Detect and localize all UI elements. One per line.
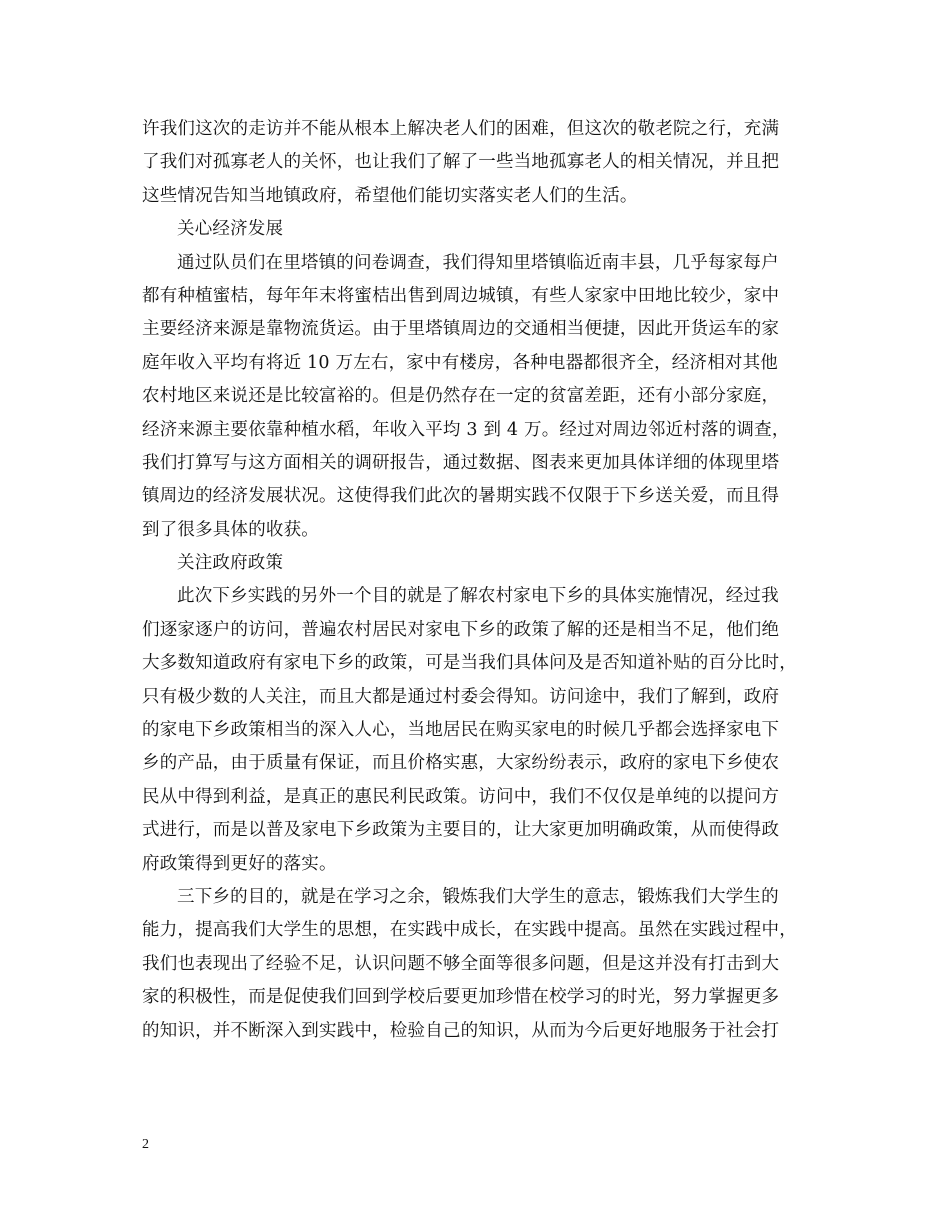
text-line: 都有种植蜜桔，每年年末将蜜桔出售到周边城镇，有些人家家中田地比较少，家中	[142, 285, 780, 306]
text-line: 乡的产品，由于质量有保证，而且价格实惠，大家纷纷表示，政府的家电下乡使农	[142, 753, 780, 774]
document-body	[142, 113, 812, 1048]
text-line: 庭年收入平均有将近 10 万左右，家中有楼房，各种电器都很齐全，经济相对其他	[142, 352, 778, 373]
text-line: 三下乡的目的，就是在学习之余，锻炼我们大学生的意志，锻炼我们大学生的	[177, 886, 779, 907]
text-line: 经济来源主要依靠种植水稻，年收入平均 3 到 4 万。经过对周边邻近村落的调查，	[142, 419, 790, 440]
text-line: 主要经济来源是靠物流货运。由于里塔镇周边的交通相当便捷，因此开货运车的家	[142, 319, 780, 340]
text-line: 镇周边的经济发展状况。这使得我们此次的暑期实践不仅限于下乡送关爱，而且得	[142, 486, 780, 507]
text-line: 只有极少数的人关注，而且大都是通过村委会得知。访问途中，我们了解到，政府	[142, 686, 780, 707]
text-line: 了我们对孤寡老人的关怀，也让我们了解了一些当地孤寡老人的相关情况，并且把	[142, 152, 780, 173]
text-line: 的知识，并不断深入到实践中，检验自己的知识，从而为今后更好地服务于社会打	[142, 1020, 780, 1041]
text-line: 式进行，而是以普及家电下乡政策为主要目的，让大家更加明确政策，从而使得政	[142, 820, 780, 841]
text-line: 家的积极性，而是促使我们回到学校后要更加珍惜在校学习的时光，努力掌握更多	[142, 987, 780, 1008]
text-line: 我们也表现出了经验不足，认识问题不够全面等很多问题，但是这并没有打击到大	[142, 953, 780, 974]
text-line: 能力，提高我们大学生的思想，在实践中成长，在实践中提高。虽然在实践过程中，	[142, 920, 797, 941]
text-line: 此次下乡实践的另外一个目的就是了解农村家电下乡的具体实施情况，经过我	[177, 586, 779, 607]
text-line: 通过队员们在里塔镇的问卷调查，我们得知里塔镇临近南丰县，几乎每家每户	[177, 252, 779, 273]
text-line: 民从中得到利益，是真正的惠民利民政策。访问中，我们不仅仅是单纯的以提问方	[142, 786, 780, 807]
page-number: 2	[142, 1137, 149, 1152]
text-line: 许我们这次的走访并不能从根本上解决老人们的困难，但这次的敬老院之行，充满	[142, 119, 780, 139]
text-line: 到了很多具体的收获。	[142, 519, 319, 540]
text-line: 我们打算写与这方面相关的调研报告，通过数据、图表来更加具体详细的体现里塔	[142, 452, 780, 473]
text-line: 农村地区来说还是比较富裕的。但是仍然存在一定的贫富差距，还有小部分家庭，	[142, 386, 780, 407]
text-line: 府政策得到更好的落实。	[142, 853, 337, 874]
text-line: 的家电下乡政策相当的深入人心，当地居民在购买家电的时候几乎都会选择家电下	[142, 720, 780, 741]
text-line: 这些情况告知当地镇政府，希望他们能切实落实老人们的生活。	[142, 185, 638, 206]
text-line: 大多数知道政府有家电下乡的政策，可是当我们具体问及是否知道补贴的百分比时，	[142, 653, 797, 674]
section-heading: 关心经济发展	[177, 219, 284, 240]
section-heading: 关注政府政策	[177, 553, 284, 574]
text-line: 们逐家逐户的访问，普遍农村居民对家电下乡的政策了解的还是相当不足，他们绝	[142, 619, 780, 640]
